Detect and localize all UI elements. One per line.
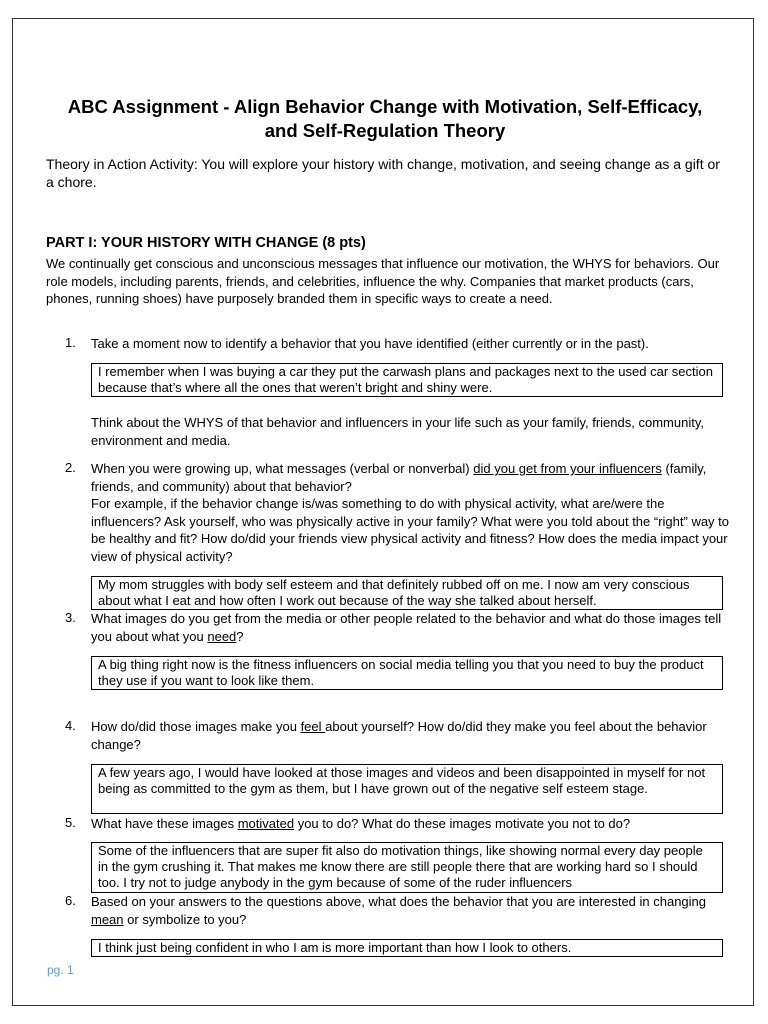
answer-2-box[interactable]: My mom struggles with body self esteem and that definitely rubbed off on me. I now am very conscious about what I eat and how often I work out because of the way she talked about herself.: [91, 576, 723, 610]
title-line-2: and Self-Regulation Theory: [264, 120, 506, 141]
question-3-number: 3.: [65, 610, 76, 625]
title-line-1: ABC Assignment - Align Behavior Change with Motivation, Self-Efficacy,: [67, 96, 703, 117]
part1-paragraph: We continually get conscious and unconscious messages that influence our motivation, the WHYS for behaviors. Our role models, including parents, friends, and celebrities, influence the why. Companies that market products (cars, phones, running shoes) have purposely branded them in specific ways to create a need.: [46, 256, 720, 306]
answer-3-box[interactable]: A big thing right now is the fitness influencers on social media telling you that you need to buy the product they use if you want to look like them.: [91, 656, 723, 690]
document-page: [12, 18, 754, 1006]
part1-heading: PART I: YOUR HISTORY WITH CHANGE (8 pts): [46, 235, 366, 251]
question-6-number: 6.: [65, 893, 76, 908]
question-4-text-b: about yourself? How do/did they make you feel about the behavior change?: [91, 719, 707, 752]
page-number: pg. 1: [47, 963, 74, 977]
question-2-number: 2.: [65, 460, 76, 475]
question-1-followup: Think about the WHYS of that behavior and influencers in your life such as your family, friends, community, environment and media.: [91, 415, 704, 448]
question-4-text: [91, 718, 731, 753]
question-3-text-a: What images do you get from the media or other people related to the behavior and what do those images tell you about what you: [91, 611, 722, 644]
intro-text: Theory in Action Activity: You will explore your history with change, motivation, and seeing change as a gift or a chore.: [46, 156, 720, 190]
question-5-text-a: What have these images: [91, 816, 238, 831]
question-4-number: 4.: [65, 718, 76, 733]
question-5-text-underlined: motivated: [237, 816, 295, 831]
answer-4-box[interactable]: A few years ago, I would have looked at those images and videos and been disappointed in myself for not being as committed to the gym as them, but I have grown out of the negative self esteem stage.: [91, 764, 723, 814]
question-2-text-a: When you were growing up, what messages (verbal or nonverbal): [91, 461, 474, 476]
answer-1-box[interactable]: I remember when I was buying a car they put the carwash plans and packages next to the used car section because that’s where all the ones that weren’t bright and shiny were.: [91, 363, 723, 397]
question-5-number: 5.: [65, 815, 76, 830]
answer-5-box[interactable]: Some of the influencers that are super fit also do motivation things, like showing normal every day people in the gym crushing it. That makes me know there are still people there that are working hard so I should too. I try not to judge anybody in the gym because of some of the ruder influencers: [91, 842, 723, 893]
question-3-text-b: ?: [236, 628, 244, 644]
question-1-number: 1.: [65, 335, 76, 350]
question-6-text-underlined: mean: [91, 911, 124, 927]
question-1-text: Take a moment now to identify a behavior that you have identified (either currently or in the past).: [91, 336, 649, 351]
page-title: [53, 95, 717, 143]
question-3-text: [91, 610, 731, 645]
question-6-text-b: or symbolize to you?: [123, 911, 247, 927]
question-2-text-b: (family, friends, and community) about that behavior?: [91, 461, 707, 494]
question-4-text-a: How do/did those images make you: [91, 719, 301, 734]
question-5-text: [91, 815, 731, 833]
question-2-example: For example, if the behavior change is/was something to do with physical activity, what are/were the influencers? Ask yourself, who was physically active in your family? What were you told about the “right” way to be healthy and fit? How do/did your friends view physical activity and fitness? How does the media impact your view of physical activity?: [91, 496, 730, 564]
question-4-text-underlined: feel: [300, 719, 326, 734]
question-2-text: [91, 460, 731, 565]
question-5-text-b: you to do? What do these images motivate you not to do?: [294, 816, 631, 831]
question-2-text-underlined: did you get from your influencers: [473, 461, 662, 476]
question-6-text: [91, 893, 731, 928]
question-3-text-underlined: need: [207, 628, 237, 644]
question-6-text-a: Based on your answers to the questions above, what does the behavior that you are interested in changing: [91, 894, 707, 909]
answer-6-box[interactable]: I think just being confident in who I am is more important than how I look to others.: [91, 939, 723, 957]
